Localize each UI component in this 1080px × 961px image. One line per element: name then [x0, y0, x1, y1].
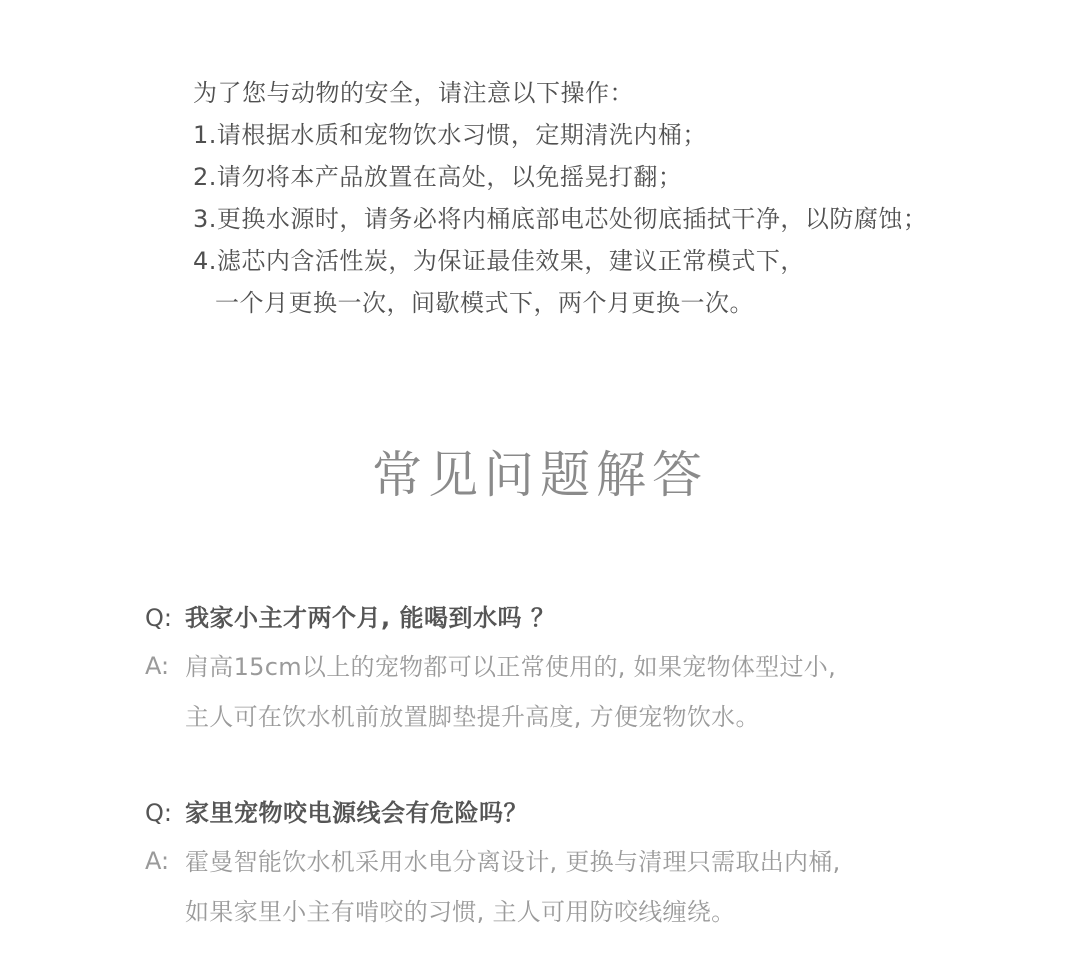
question-prefix: Q: [145, 799, 172, 827]
faq-item-2 [145, 789, 1045, 937]
faq-answer-line: 主人可在饮水机前放置脚垫提升高度, 方便宠物饮水。 [185, 703, 760, 731]
faq-answer-row [145, 837, 1045, 937]
faq-question: 我家小主才两个月, 能喝到水吗 ？ [185, 604, 556, 632]
faq-answer-row [145, 642, 1045, 742]
answer-prefix: A: [145, 847, 170, 875]
faq-item-1 [145, 594, 1045, 742]
safety-notice [193, 72, 1053, 324]
faq-answer [185, 837, 841, 937]
question-prefix: Q: [145, 604, 172, 632]
notice-item-4-continued: 一个月更换一次，间歇模式下，两个月更换一次。 [215, 289, 754, 317]
faq-answer [185, 642, 836, 742]
answer-prefix: A: [145, 652, 170, 680]
faq-answer-line: 霍曼智能饮水机采用水电分离设计, 更换与清理只需取出内桶, [185, 848, 841, 876]
notice-item-4: 4.滤芯内含活性炭，为保证最佳效果，建议正常模式下， [193, 247, 805, 275]
faq-title: 常见问题解答 [372, 446, 708, 504]
faq-answer-line: 肩高15cm以上的宠物都可以正常使用的, 如果宠物体型过小, [185, 653, 836, 681]
notice-item-2: 2.请勿将本产品放置在高处，以免摇晃打翻； [193, 163, 683, 191]
faq-question-row [145, 789, 1045, 837]
notice-item-1: 1.请根据水质和宠物饮水习惯，定期清洗内桶； [193, 121, 707, 149]
faq-question: 家里宠物咬电源线会有危险吗？ [185, 799, 528, 827]
notice-item-3: 3.更换水源时，请务必将内桶底部电芯处彻底插拭干净，以防腐蚀； [193, 205, 928, 233]
notice-heading: 为了您与动物的安全，请注意以下操作： [193, 79, 634, 107]
faq-answer-line: 如果家里小主有啃咬的习惯, 主人可用防咬线缠绕。 [185, 898, 736, 926]
faq-question-row [145, 594, 1045, 642]
